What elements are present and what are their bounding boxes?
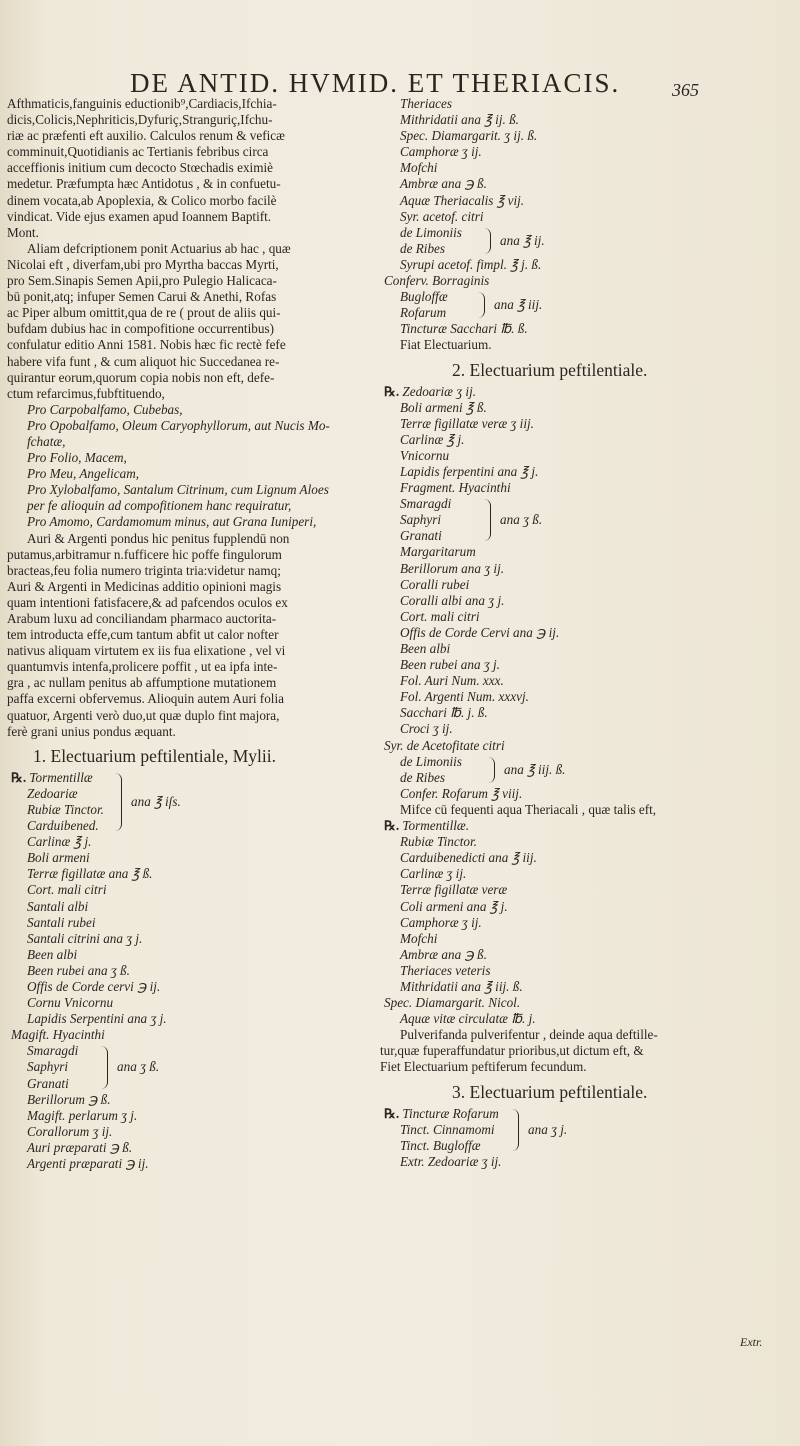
text-line: bracteas,feu folia numero triginta tria:videtur namq; <box>7 562 281 578</box>
ingredient-line: Zedoariæ ʒ ij. <box>402 383 477 399</box>
substitution-item: Pro Folio, Macem, <box>27 450 127 466</box>
text-line: vindicat. Vide ejus examen apud Ioannem Baptift. <box>7 208 272 224</box>
paragraph-1 <box>7 96 369 241</box>
dose-label: ana ʒ j. <box>528 1121 568 1137</box>
ingredient-group <box>380 754 792 786</box>
ingredient-line: Saphyri <box>400 512 442 528</box>
text-line: paffa excerni obfervemus. Alioquin autem Auri folia <box>7 691 284 707</box>
ingredient-line: de Limoniis <box>400 753 462 769</box>
dose-label: ana ʒ ß. <box>117 1059 160 1075</box>
ingredient-line: Tinct. Cinnamomi <box>400 1121 495 1137</box>
catchword: Extr. <box>740 1335 763 1349</box>
ingredient-line: Tincturæ Rofarum <box>402 1105 499 1121</box>
ingredient-line: Tinct. Bugloffæ <box>400 1137 481 1153</box>
ingredient-line: Camphoræ ʒ ij. <box>400 144 482 160</box>
ingredient-line: Fol. Argenti Num. xxxvj. <box>400 689 529 705</box>
dose-label: ana ʒ ß. <box>500 512 543 528</box>
ingredient-line: Boli armeni ℥ ß. <box>400 399 487 415</box>
ingredient-line: Ambræ ana ℈ ß. <box>400 176 487 192</box>
ingredient-line: Carduibened. <box>27 818 99 834</box>
recipe-aqua-theriacalis <box>380 818 792 1027</box>
brace-mark <box>512 1109 519 1151</box>
recipe-heading-3: 3. Electuarium peftilentiale. <box>452 1081 648 1102</box>
ingredient-line: Aquæ vitæ circulatæ ℔. j. <box>400 1011 536 1027</box>
ingredient-line: Carlinæ ℥ j. <box>400 431 465 447</box>
brace-mark <box>484 499 491 541</box>
left-column <box>7 96 369 1172</box>
page-number: 365 <box>672 80 699 100</box>
text-line: medetur. Præfumpta hæc Antidotus , & in confuetu- <box>7 176 281 192</box>
text-line: Auri & Argenti pondus hic penitus fupplendū non <box>27 530 290 546</box>
ingredient-line: Margaritarum <box>400 544 476 560</box>
substitution-item: fchatæ, <box>27 433 66 449</box>
text-line: comminuit,Quotidianis ac Tertianis febribus circa <box>7 144 269 160</box>
right-column <box>380 96 792 1170</box>
ingredient-group <box>7 770 369 834</box>
ingredient-line: Been rubei ana ʒ j. <box>400 657 500 673</box>
brace-mark <box>101 1046 108 1088</box>
recipe-heading-2: 2. Electuarium peftilentiale. <box>452 359 648 380</box>
ingredient-line: de Ribes <box>400 240 446 256</box>
text-line: Fiet Electuarium peftiferum fecundum. <box>380 1059 587 1075</box>
text-line: quirantur eorum,quorum copia nobis non eft, defe- <box>7 369 275 385</box>
brace-mark <box>488 757 495 783</box>
text-line: tur,quæ fuperaffundatur prioribus,ut dictum eft, & <box>380 1043 644 1059</box>
ingredient-line: Lapidis ferpentini ana ℥ j. <box>400 463 539 479</box>
substitution-item: Pro Xylobalfamo, Santalum Citrinum, cum Lignum Aloes <box>27 482 329 498</box>
brace-mark <box>115 773 122 831</box>
substitution-list <box>7 402 369 531</box>
text-line: quam intentioni fatisfacere,& ad pafcendos oculos ex <box>7 594 288 610</box>
ingredient-line: Conferv. Borraginis <box>384 273 490 289</box>
text-line: quatuor, Argenti verò duo,ut quæ duplo fint majora, <box>7 707 280 723</box>
recipe-2 <box>380 384 792 802</box>
ingredient-line: Theriaces veteris <box>400 962 491 978</box>
ingredient-group <box>380 289 792 321</box>
ingredient-line: Terræ figillatæ ana ℥ ß. <box>27 866 153 882</box>
text-line: Afthmaticis,fanguinis eductionib⁹,Cardiacis,Ifchia- <box>7 96 277 111</box>
text-line: nativus aliquam virtutem ex iis fua elixatione , vel vi <box>7 643 286 659</box>
dose-label: ana ℥ iſs. <box>131 793 181 809</box>
ingredient-line: Offis de Corde Cervi ana ℈ ij. <box>400 624 560 640</box>
ingredient-line: Argenti præparati ℈ ij. <box>27 1156 149 1171</box>
instruction-paragraph <box>380 1027 792 1075</box>
ingredient-group <box>380 225 792 257</box>
text-line: pro Sem.Sinapis Semen Apii,pro Pulegio Halicaca- <box>7 273 277 289</box>
text-line: habere vifa funt , & cum aliquot hic Succedanea re- <box>7 353 280 369</box>
ingredient-line: Berillorum ana ʒ ij. <box>400 560 505 576</box>
ingredient-line: Aquæ Theriacalis ℥ vij. <box>400 192 525 208</box>
substitution-item: Pro Opobalfamo, Oleum Caryophyllorum, aut Nucis Mo- <box>27 417 330 433</box>
ingredient-line: Fragment. Hyacinthi <box>400 480 511 496</box>
ingredient-line: Rubiæ Tinctor. <box>27 801 104 817</box>
text-line: tem introducta effe,cum tantum abfit ut calor nofter <box>7 627 279 643</box>
dose-label: ana ℥ iij. <box>494 297 543 313</box>
brace-mark <box>484 228 491 254</box>
ingredient-line: Mithridatii ana ℥ iij. ß. <box>400 978 523 994</box>
ingredient-line: Tormentillæ. <box>402 818 469 834</box>
recipe-1-continued <box>380 96 792 337</box>
recipe-symbol: ℞. <box>384 818 400 834</box>
substitution-item: Pro Meu, Angelicam, <box>27 466 140 482</box>
text-line: ferè grani unius pondus æquant. <box>7 723 176 739</box>
text-line: dicis,Colicis,Nephriticis,Dyfuriç,Stranguriç,Ifchu- <box>7 112 273 128</box>
recipe-heading-1: 1. Electuarium peftilentiale, Mylii. <box>33 745 276 766</box>
ingredient-line: Spec. Diamargarit. ʒ ij. ß. <box>400 128 538 144</box>
ingredient-line: Ambræ ana ℈ ß. <box>400 946 487 962</box>
text-line: Pulverifanda pulverifentur , deinde aqua deftille- <box>400 1027 658 1043</box>
ingredient-line: Carlinæ ʒ ij. <box>400 866 467 882</box>
ingredient-line: de Limoniis <box>400 224 462 240</box>
ingredient-line: Cornu Vnicornu <box>27 995 114 1011</box>
text-line: bū ponit,atq; infuper Semen Carui & Anethi, Rofas <box>7 289 277 305</box>
instruction-line: Mifce cū fequenti aqua Theriacali , quæ talis eft, <box>400 801 657 817</box>
recipe-1 <box>7 770 369 1172</box>
ingredient-line: Coralli albi ana ʒ j. <box>400 592 505 608</box>
ingredient-line: Magift. perlarum ʒ j. <box>27 1107 138 1123</box>
paragraph-3 <box>7 531 369 740</box>
dose-label: ana ℥ iij. ß. <box>504 761 566 777</box>
ingredient-line: Syr. acetof. citri <box>400 208 484 224</box>
ingredient-line: Saphyri <box>27 1059 69 1075</box>
ingredient-line: Extr. Zedoariæ ʒ ij. <box>400 1153 502 1169</box>
ingredient-line: Carduibenedicti ana ℥ iij. <box>400 850 537 866</box>
text-line: Mont. <box>7 224 39 240</box>
ingredient-line: Tincturæ Sacchari ℔. ß. <box>400 321 528 337</box>
ingredient-line: Granati <box>400 528 442 544</box>
ingredient-line: Camphoræ ʒ ij. <box>400 914 482 930</box>
paragraph-2 <box>7 241 369 402</box>
ingredient-line: Mithridatii ana ℥ ij. ß. <box>400 112 519 128</box>
text-line: acceffionis initium cum decocto Stœchadis eximiè <box>7 160 273 176</box>
ingredient-line: Smaragdi <box>27 1043 79 1059</box>
ingredient-line: Cort. mali citri <box>27 882 107 898</box>
ingredient-line: Vnicornu <box>400 447 450 463</box>
text-line: ac Piper album omittit,qua de re ( prout de aliis qui- <box>7 305 281 321</box>
ingredient-line: Syr. de Acetofitate citri <box>384 737 505 753</box>
ingredient-line: Croci ʒ ij. <box>400 721 453 737</box>
ingredient-line: Lapidis Serpentini ana ʒ j. <box>27 1011 167 1027</box>
recipe-3 <box>380 1106 792 1170</box>
ingredient-line: Been albi <box>400 641 451 656</box>
ingredient-line: Boli armeni <box>27 850 90 866</box>
text-line: ctum refarcimus,fubftituendo, <box>7 385 165 401</box>
ingredient-line: Carlinæ ℥ j. <box>27 834 92 850</box>
recipe-symbol: ℞. <box>11 769 27 785</box>
ingredient-line: Bugloffæ <box>400 289 448 305</box>
ingredient-line: Cort. mali citri <box>400 608 480 624</box>
ingredient-line: Auri præparati ℈ ß. <box>27 1139 133 1155</box>
ingredient-line: Magift. Hyacinthi <box>11 1027 105 1043</box>
ingredient-line: Sacchari ℔. j. ß. <box>400 705 488 721</box>
ingredient-line: Tormentillæ <box>29 769 93 785</box>
text-line: Arabum luxu ad conciliandam pharmaco auctorita- <box>7 611 277 626</box>
brace-mark <box>478 292 485 318</box>
ingredient-line: Rofarum <box>400 305 447 321</box>
ingredient-line: Terræ figillatæ veræ ʒ iij. <box>400 415 534 431</box>
ingredient-group <box>380 1106 792 1154</box>
text-line: riæ ac præfenti eft auxilio. Calculos renum & veficæ <box>7 128 285 144</box>
ingredient-line: Been rubei ana ʒ ß. <box>27 962 130 978</box>
ingredient-line: Mofchi <box>400 930 438 946</box>
ingredient-line: Santali rubei <box>27 914 96 930</box>
ingredient-line: Spec. Diamargarit. Nicol. <box>384 995 521 1011</box>
substitution-item: Pro Carpobalfamo, Cubebas, <box>27 401 183 417</box>
text-line: gra , ac nullam penitus ab affumptione mutationem <box>7 675 277 691</box>
text-line: dinem vocata,ab Apoplexia, & Colico morbo facilè <box>7 192 277 208</box>
text-line: bufdam dubius hac in compofitione occurrentibus) <box>7 321 274 337</box>
ingredient-line: Syrupi acetof. fimpl. ℥ j. ß. <box>400 256 542 272</box>
ingredient-line: Offis de Corde cervi ℈ ij. <box>27 978 161 994</box>
ingredient-line: Theriaces <box>400 96 453 111</box>
dose-label: ana ℥ ij. <box>500 232 545 248</box>
ingredient-group <box>380 496 792 544</box>
ingredient-group <box>7 1043 369 1091</box>
text-line: Nicolai eft , diverfam,ubi pro Myrtha baccas Myrti, <box>7 256 279 272</box>
instruction-line: Fiat Electuarium. <box>400 337 492 353</box>
running-title: DE ANTID. HVMID. ET THERIACIS. <box>130 68 621 98</box>
ingredient-line: Confer. Rofarum ℥ viij. <box>400 785 523 801</box>
ingredient-line: Been albi <box>27 946 78 962</box>
ingredient-line: Santali citrini ana ʒ j. <box>27 930 143 946</box>
recipe-symbol: ℞. <box>384 383 400 399</box>
text-line: Auri & Argenti in Medicinas additio opinioni magis <box>7 578 282 594</box>
substitution-item: per fe alioquin ad compofitionem hanc requiratur, <box>27 498 292 514</box>
ingredient-line: Granati <box>27 1075 69 1091</box>
ingredient-line: Smaragdi <box>400 496 452 512</box>
substitution-item: Pro Amomo, Cardamomum minus, aut Grana Iuniperi, <box>27 514 317 530</box>
text-line: confulatur editio Anni 1581. Nobis hæc fic rectè fefe <box>7 337 286 353</box>
ingredient-line: Rubiæ Tinctor. <box>400 834 477 850</box>
recipe-symbol: ℞. <box>384 1105 400 1121</box>
ingredient-line: Zedoariæ <box>27 785 78 801</box>
text-line: quantumvis intenfa,prolicere poffit , ut ea ipfa inte- <box>7 659 278 675</box>
ingredient-line: Berillorum ℈ ß. <box>27 1091 111 1107</box>
text-line: Aliam defcriptionem ponit Actuarius ab hac , quæ <box>27 240 291 256</box>
ingredient-line: Terræ figillatæ veræ <box>400 882 508 898</box>
ingredient-line: Santali albi <box>27 898 89 914</box>
ingredient-line: Mofchi <box>400 160 438 176</box>
ingredient-line: Fol. Auri Num. xxx. <box>400 673 504 689</box>
ingredient-line: de Ribes <box>400 769 446 785</box>
ingredient-line: Coralli rubei <box>400 576 470 592</box>
ingredient-line: Corallorum ʒ ij. <box>27 1123 113 1139</box>
text-line: putamus,arbitramur n.fufficere hic poffe fingulorum <box>7 546 282 562</box>
ingredient-line: Coli armeni ana ℥ j. <box>400 898 508 914</box>
